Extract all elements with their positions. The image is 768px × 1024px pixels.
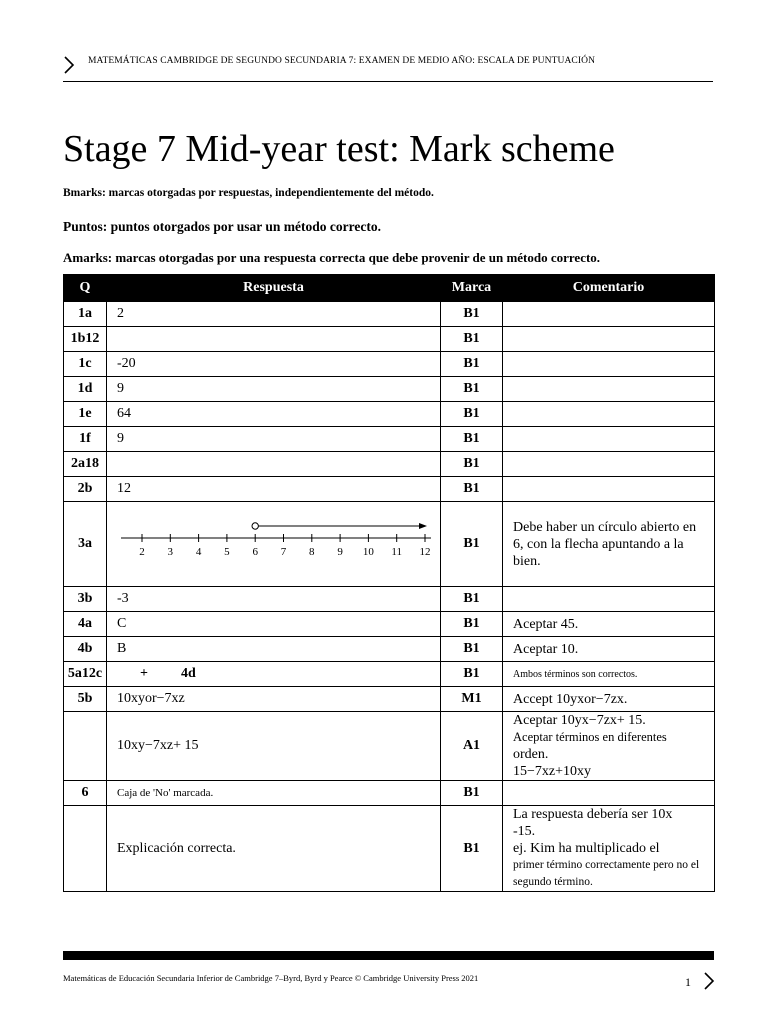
comment-line: Aceptar 10yx−7zx+ 15. — [513, 713, 646, 728]
comment-cell — [503, 502, 715, 587]
mark-cell: M1 — [441, 687, 503, 712]
number-line-tick-label: 8 — [309, 545, 315, 558]
comment-line: ej. Kim ha multiplicado el — [513, 841, 660, 856]
question-cell: 4a — [64, 612, 107, 637]
page-title: Stage 7 Mid-year test: Mark scheme — [63, 128, 615, 170]
table-header-row — [64, 275, 715, 302]
comment-line: segundo término. — [513, 876, 593, 888]
comment-cell — [503, 587, 715, 612]
answer-cell: B — [107, 637, 441, 662]
mark-cell: B1 — [441, 806, 503, 892]
table-row — [64, 502, 715, 587]
mark-cell: B1 — [441, 477, 503, 502]
mark-cell: A1 — [441, 712, 503, 781]
answer-cell — [107, 327, 441, 352]
arrow-right-icon — [419, 523, 427, 529]
comment-cell: Ambos términos son correctos. — [503, 662, 715, 687]
comment-cell — [503, 781, 715, 806]
table-row — [64, 637, 715, 662]
amarks-definition: Amarks: marcas otorgadas por una respuesta correcta que debe provenir de un método correcto. — [63, 250, 601, 265]
column-header-marca: Marca — [441, 275, 503, 302]
number-line-tick-label: 5 — [224, 545, 230, 558]
comment-cell — [503, 352, 715, 377]
table-row — [64, 477, 715, 502]
question-4d: 4d — [180, 666, 196, 681]
question-cell — [64, 662, 107, 687]
table-row — [64, 662, 715, 687]
number-line — [113, 520, 435, 564]
number-line-tick-label: 11 — [391, 545, 402, 558]
table-row — [64, 352, 715, 377]
comment-cell — [503, 427, 715, 452]
number-line-tick-label: 2 — [139, 545, 145, 558]
comment-line: orden. — [513, 747, 549, 762]
column-header-comentario: Comentario — [503, 275, 715, 302]
mark-cell: B1 — [441, 502, 503, 587]
number-line-tick-label: 3 — [167, 545, 174, 558]
running-header: MATEMÁTICAS CAMBRIDGE DE SEGUNDO SECUNDARIA 7: EXAMEN DE MEDIO AÑO: ESCALA DE PUNTUACIÓN — [88, 56, 596, 66]
comment-cell — [503, 302, 715, 327]
comment-line: -15. — [513, 824, 536, 839]
page-number: 1 — [685, 975, 691, 989]
bmarks-definition: Bmarks: marcas otorgadas por respuestas, independientemente del método. — [63, 187, 434, 199]
table-row — [64, 302, 715, 327]
answer-cell: 9 — [107, 427, 441, 452]
question-cell: 6 — [64, 781, 107, 806]
table-row — [64, 806, 715, 892]
mark-cell: B1 — [441, 427, 503, 452]
question-cell: 4b — [64, 637, 107, 662]
comment-cell: Accept 10yxor−7zx. — [503, 687, 715, 712]
comment-line: Aceptar términos en diferentes — [513, 730, 667, 744]
comment-cell — [503, 477, 715, 502]
comment-line: primer término correctamente pero no el — [513, 859, 700, 871]
mark-cell: B1 — [441, 377, 503, 402]
table-row — [64, 427, 715, 452]
number-line-tick-label: 12 — [419, 545, 431, 558]
chevron-right-icon — [62, 56, 76, 74]
open-circle-marker — [252, 522, 258, 528]
question-cell: 1b12 — [64, 327, 107, 352]
comment-line: La respuesta debería ser 10x — [513, 807, 673, 822]
table-row — [64, 402, 715, 427]
table-row — [64, 712, 715, 781]
table-row — [64, 687, 715, 712]
mark-cell: B1 — [441, 452, 503, 477]
question-cell: 2b — [64, 477, 107, 502]
answer-cell: -20 — [107, 352, 441, 377]
table-row — [64, 452, 715, 477]
comment-cell: Aceptar 10. — [503, 637, 715, 662]
answer-cell: 10xy−7xz+ 15 — [107, 712, 441, 781]
comment-text: Debe haber un círculo abierto en 6, con la flecha apuntando a la bien. — [513, 519, 697, 569]
answer-cell: 12 — [107, 477, 441, 502]
comment-cell — [503, 327, 715, 352]
column-header-respuesta: Respuesta — [107, 275, 441, 302]
comment-cell — [503, 452, 715, 477]
answer-cell: Caja de 'No' marcada. — [107, 781, 441, 806]
answer-cell: 9 — [107, 377, 441, 402]
question-cell: 5b — [64, 687, 107, 712]
question-cell: 1c — [64, 352, 107, 377]
number-line-tick-label: 6 — [252, 545, 258, 558]
comment-cell — [503, 377, 715, 402]
question-cell — [64, 806, 107, 892]
footer-citation: Matemáticas de Educación Secundaria Inferior de Cambridge 7–Byrd, Byrd y Pearce © Cambridge University Press 2021 — [63, 973, 479, 983]
question-cell: 1a — [64, 302, 107, 327]
column-header-q: Q — [64, 275, 107, 302]
question-cell: 3b — [64, 587, 107, 612]
number-line-tick-label: 10 — [362, 545, 374, 558]
question-cell — [64, 712, 107, 781]
comment-line: 15−7xz+10xy — [513, 764, 592, 779]
answer-cell: Explicación correcta. — [107, 806, 441, 892]
mark-cell: B1 — [441, 327, 503, 352]
table-row — [64, 327, 715, 352]
mark-cell: B1 — [441, 612, 503, 637]
table-row — [64, 612, 715, 637]
question-label: 5a12c — [67, 666, 103, 681]
number-line-tick-label: 9 — [337, 545, 343, 558]
answer-cell: 2 — [107, 302, 441, 327]
question-plus: + — [140, 666, 148, 681]
comment-cell: Aceptar 45. — [503, 612, 715, 637]
comment-cell — [503, 712, 715, 781]
question-cell: 1f — [64, 427, 107, 452]
comment-cell — [503, 402, 715, 427]
question-cell: 2a18 — [64, 452, 107, 477]
mark-scheme-table — [63, 274, 715, 892]
number-line-tick-label: 7 — [280, 545, 287, 558]
mark-cell: B1 — [441, 637, 503, 662]
answer-cell: 64 — [107, 402, 441, 427]
answer-cell — [107, 662, 441, 687]
footer-bar — [63, 951, 714, 960]
mark-cell: B1 — [441, 302, 503, 327]
mark-cell: B1 — [441, 402, 503, 427]
comment-cell — [503, 806, 715, 892]
table-row — [64, 587, 715, 612]
answer-cell: 10xyor−7xz — [107, 687, 441, 712]
table-row — [64, 377, 715, 402]
mark-cell: B1 — [441, 781, 503, 806]
answer-cell: -3 — [107, 587, 441, 612]
mark-cell: B1 — [441, 662, 503, 687]
header-divider — [63, 81, 713, 82]
mark-cell: B1 — [441, 352, 503, 377]
table-row — [64, 781, 715, 806]
question-cell: 1e — [64, 402, 107, 427]
question-cell: 3a — [64, 502, 107, 587]
answer-cell — [107, 502, 441, 587]
answer-cell: C — [107, 612, 441, 637]
mark-cell: B1 — [441, 587, 503, 612]
question-cell: 1d — [64, 377, 107, 402]
puntos-definition: Puntos: puntos otorgados por usar un método correcto. — [63, 219, 382, 234]
number-line-tick-label: 4 — [195, 545, 202, 558]
chevron-right-icon[interactable] — [702, 972, 716, 990]
answer-cell — [107, 452, 441, 477]
